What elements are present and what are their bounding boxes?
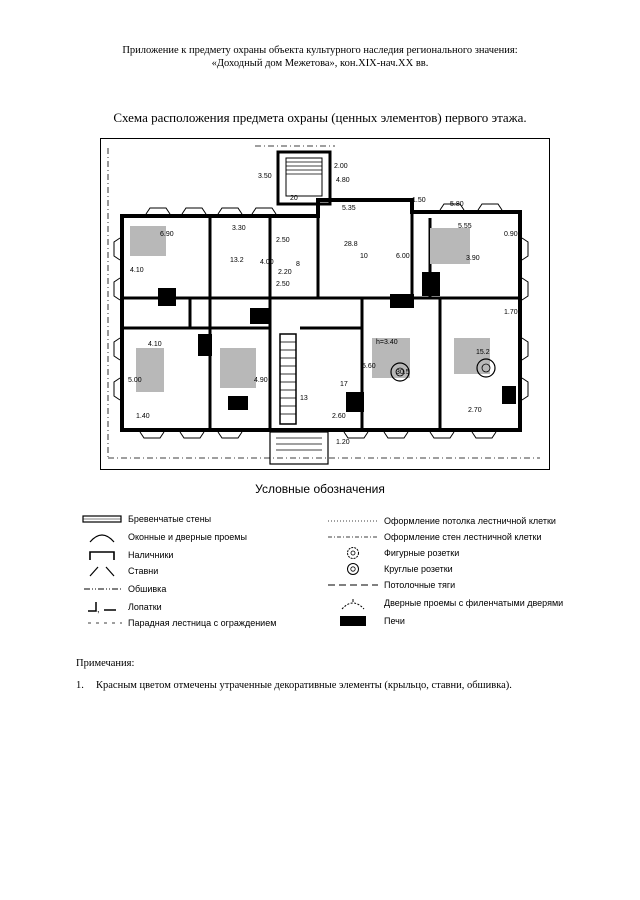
room-label: 3.50 (258, 173, 272, 180)
legend-label: Лопатки (128, 602, 162, 612)
room-label: 20 (290, 195, 298, 202)
room-label: 2.60 (332, 413, 346, 420)
legend-label: Дверные проемы с филенчатыми дверями (384, 598, 564, 608)
document-header (0, 44, 640, 70)
arch-opening-symbol (82, 530, 122, 544)
shutter-symbol (82, 564, 122, 578)
room-label: 13 (300, 395, 308, 402)
room-label: 3.30 (232, 225, 246, 232)
pilaster-symbol-text: , (97, 604, 100, 614)
room-label: 3.90 (466, 255, 480, 262)
legend-label: Оконные и дверные проемы (128, 532, 247, 542)
room-label: 4.90 (254, 377, 268, 384)
stove-symbol (326, 614, 380, 628)
main-stair-symbol (82, 616, 122, 630)
room-label: 15.2 (476, 349, 490, 356)
room-label: 1.40 (136, 413, 150, 420)
legend-label: Ставни (128, 566, 159, 576)
room-label: 4.00 (260, 259, 274, 266)
legend-label: Оформление стен лестничной клетки (384, 532, 542, 542)
room-label: 1.20 (336, 439, 350, 446)
legend-label: Обшивка (128, 584, 167, 594)
room-label: 2.50 (276, 237, 290, 244)
cladding-symbol (82, 582, 122, 596)
room-label: h=3.40 (376, 339, 398, 346)
room-label: 5.80 (450, 201, 464, 208)
header-line-1: Приложение к предмету охраны объекта культурного наследия регионального значения: (122, 45, 518, 56)
room-label: 2.50 (276, 281, 290, 288)
shutters-bottom (140, 432, 496, 438)
round-rosette-icon (326, 562, 380, 576)
pilaster-symbol (82, 600, 122, 614)
note-number: 1. (76, 680, 84, 691)
legend-title: Условные обозначения (255, 482, 385, 496)
room-label: 6.90 (160, 231, 174, 238)
room-label: 2.70 (468, 407, 482, 414)
room-label: 10 (360, 253, 368, 260)
room-label: 4.80 (336, 177, 350, 184)
room-label: 5.55 (458, 223, 472, 230)
note-text: Красным цветом отмечены утраченные декоративные элементы (крыльцо, ставни, обшивка). (96, 680, 512, 691)
room-label: 8 (296, 261, 300, 268)
room-label: 5.60 (362, 363, 376, 370)
porch-steps (276, 438, 322, 450)
main-stair (280, 334, 296, 424)
legend-label: Круглые розетки (384, 564, 453, 574)
entrance-porch (270, 432, 328, 464)
log-walls-symbol (82, 512, 122, 526)
stair-annex-inner (286, 158, 322, 196)
hatched-zones (130, 226, 490, 392)
notes-title: Примечания: (76, 658, 135, 669)
room-label: 6.00 (396, 253, 410, 260)
room-label: 5.00 (128, 377, 142, 384)
legend-label: Парадная лестница с ограждением (128, 618, 277, 628)
stair-steps (286, 162, 322, 174)
stair-walls-symbol (326, 530, 380, 544)
note-item (76, 680, 512, 691)
room-label: 4.10 (148, 341, 162, 348)
room-label: 1.70 (504, 309, 518, 316)
legend-label: Фигурные розетки (384, 548, 460, 558)
room-label: 2.00 (334, 163, 348, 170)
header-line-2: «Доходный дом Межетова», кон.XIX-нач.XX вв. (211, 58, 429, 69)
room-label: 2.20 (278, 269, 292, 276)
ceiling-cornice-symbol (326, 578, 380, 592)
plan-title: Схема расположения предмета охраны (ценных элементов) первого этажа. (113, 110, 527, 125)
stair-ceiling-symbol (326, 514, 380, 528)
room-label: 13.2 (230, 257, 244, 264)
floor-plan (100, 138, 550, 470)
figured-rosette-icon (326, 546, 380, 560)
panel-door-symbol (326, 596, 380, 610)
room-label: 4.10 (130, 267, 144, 274)
room-label: 30.5 (396, 369, 410, 376)
legend-label: Бревенчатые стены (128, 514, 212, 524)
casing-symbol (82, 548, 122, 562)
room-label: 17 (340, 381, 348, 388)
room-label: 5.35 (342, 205, 356, 212)
legend-label: Оформление потолка лестничной клетки (384, 516, 556, 526)
legend-label: Наличники (128, 550, 174, 560)
room-label: 28.8 (344, 241, 358, 248)
room-label: 0.90 (504, 231, 518, 238)
room-label: 1.50 (412, 197, 426, 204)
legend-label: Потолочные тяги (384, 580, 456, 590)
legend-label: Печи (384, 616, 405, 626)
